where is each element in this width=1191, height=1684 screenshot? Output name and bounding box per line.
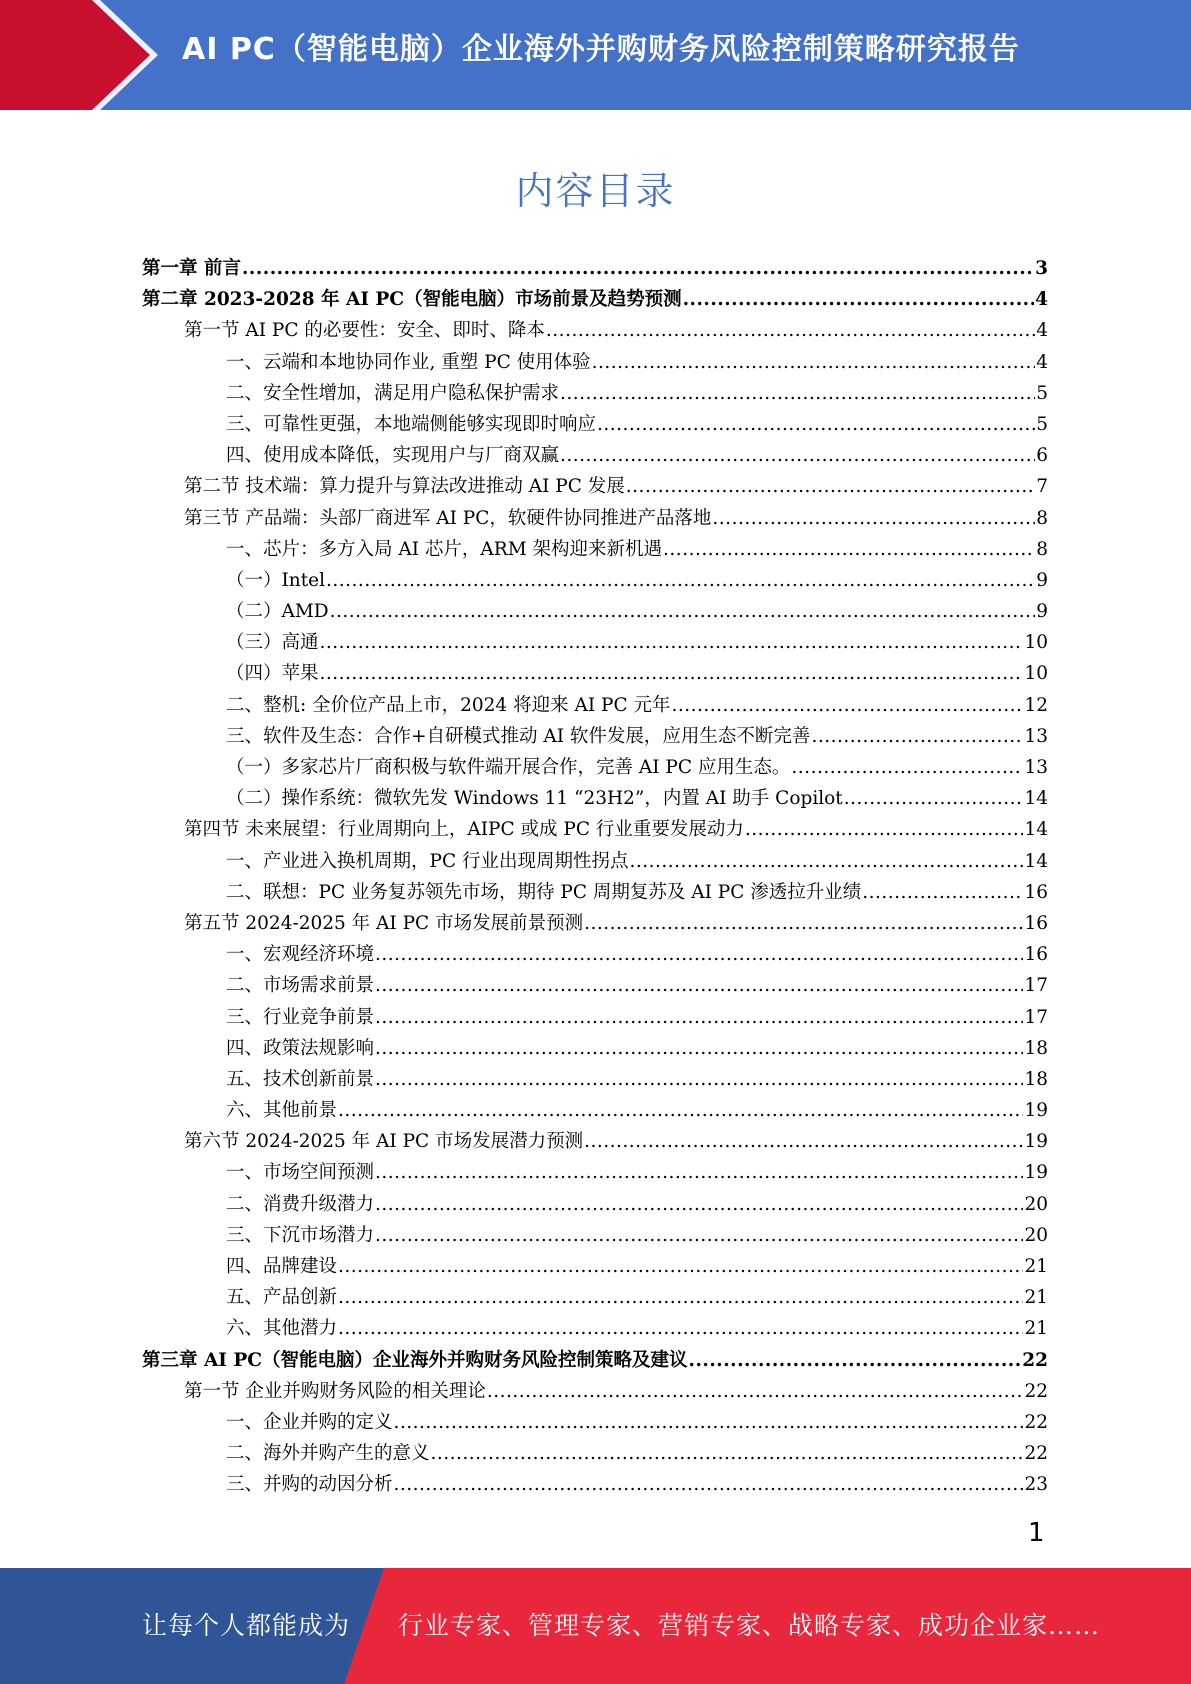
toc-dot-leader	[546, 315, 1035, 346]
toc-entry-title: （二）操作系统：微软先发 Windows 11 “23H2”，内置 AI 助手 Copilot	[226, 788, 843, 810]
toc-entry[interactable]	[142, 471, 1048, 502]
toc-entry-title: 一、产业进入换机周期，PC 行业出现周期性拐点	[226, 850, 629, 872]
toc-entry-title: （三）高通	[226, 632, 319, 654]
toc-entry-page: 17	[1024, 1006, 1048, 1028]
toc-entry-page: 13	[1024, 757, 1048, 778]
toc-entry[interactable]	[142, 939, 1048, 970]
toc-entry[interactable]	[142, 565, 1048, 596]
toc-dot-leader	[683, 284, 1035, 315]
toc-entry-title: （一）Intel	[226, 569, 326, 591]
toc-dot-leader	[326, 565, 1035, 596]
report-title: AI PC（智能电脑）企业海外并购财务风险控制策略研究报告	[182, 32, 1020, 67]
toc-entry-page: 21	[1024, 1318, 1048, 1340]
toc-entry[interactable]	[142, 440, 1048, 471]
toc-entry-title: 三、软件及生态：合作+自研模式推动 AI 软件发展，应用生态不断完善	[226, 725, 811, 747]
toc-entry[interactable]	[142, 284, 1048, 315]
toc-entry-title: 一、芯片：多方入局 AI 芯片，ARM 架构迎来新机遇	[226, 538, 663, 560]
toc-dot-leader	[712, 503, 1035, 534]
toc-dot-leader	[242, 253, 1034, 284]
toc-entry[interactable]	[142, 1345, 1048, 1376]
table-of-contents	[142, 253, 1048, 1501]
toc-dot-leader	[375, 1033, 1023, 1064]
toc-dot-leader	[560, 378, 1035, 409]
toc-entry-page: 19	[1024, 1100, 1048, 1122]
toc-entry-page: 13	[1024, 725, 1048, 747]
toc-entry[interactable]	[142, 1220, 1048, 1251]
toc-dot-leader	[745, 814, 1024, 845]
toc-entry-page: 20	[1024, 1193, 1048, 1215]
toc-entry-page: 22	[1022, 1349, 1048, 1371]
toc-dot-leader	[375, 1064, 1023, 1095]
toc-entry[interactable]	[142, 347, 1048, 378]
toc-entry-title: 第二节 技术端：算力提升与算法改进推动 AI PC 发展	[184, 476, 625, 498]
toc-entry[interactable]	[142, 1469, 1048, 1500]
toc-entry[interactable]	[142, 409, 1048, 440]
toc-entry-page: 17	[1024, 975, 1048, 997]
toc-entry-page: 20	[1024, 1224, 1048, 1246]
toc-entry[interactable]	[142, 690, 1048, 721]
toc-entry[interactable]	[142, 1189, 1048, 1220]
toc-dot-leader	[338, 1251, 1023, 1282]
toc-entry-title: （四）苹果	[226, 663, 319, 685]
toc-entry-page: 16	[1024, 912, 1048, 934]
toc-entry[interactable]	[142, 658, 1048, 689]
toc-entry-title: 三、行业竞争前景	[226, 1006, 375, 1028]
toc-entry-title: 第四节 未来展望：行业周期向上，AIPC 或成 PC 行业重要发展动力	[184, 819, 744, 841]
toc-entry[interactable]	[142, 1313, 1048, 1344]
toc-entry-page: 14	[1024, 850, 1048, 872]
toc-entry-title: 一、市场空间预测	[226, 1162, 375, 1184]
toc-dot-leader	[330, 596, 1036, 627]
toc-entry[interactable]	[142, 877, 1048, 908]
toc-dot-leader	[663, 534, 1035, 565]
toc-dot-leader	[597, 409, 1035, 440]
toc-entry-title: 一、云端和本地协同作业, 重塑 PC 使用体验	[226, 351, 591, 373]
toc-entry-title: 三、并购的动因分析	[226, 1474, 393, 1496]
toc-entry-title: 四、使用成本降低，实现用户与厂商双赢	[226, 445, 560, 467]
toc-dot-leader	[394, 1469, 1024, 1500]
toc-entry-title: 一、企业并购的定义	[226, 1411, 393, 1433]
toc-entry-page: 22	[1024, 1411, 1048, 1433]
toc-entry-page: 7	[1036, 476, 1048, 498]
toc-entry-title: 二、安全性增加，满足用户隐私保护需求	[226, 382, 560, 404]
toc-dot-leader	[811, 721, 1023, 752]
toc-entry-title: 六、其他潜力	[226, 1318, 338, 1340]
toc-entry-title: 二、联想：PC 业务复苏领先市场，期待 PC 周期复苏及 AI PC 渗透拉升业绩	[226, 881, 862, 903]
toc-entry-page: 18	[1024, 1037, 1048, 1059]
toc-entry-page: 23	[1024, 1474, 1048, 1496]
toc-entry[interactable]	[142, 721, 1048, 752]
toc-entry-title: 二、整机: 全价位产品上市，2024 将迎来 AI PC 元年	[226, 694, 671, 716]
toc-entry-page: 5	[1036, 413, 1048, 435]
toc-entry-page: 9	[1036, 601, 1048, 623]
toc-dot-leader	[560, 440, 1035, 471]
toc-entry-title: 一、宏观经济环境	[226, 944, 375, 966]
toc-dot-leader	[844, 783, 1024, 814]
toc-entry[interactable]	[142, 908, 1048, 939]
toc-entry-title: 第五节 2024-2025 年 AI PC 市场发展前景预测	[184, 912, 584, 934]
toc-entry[interactable]	[142, 1002, 1048, 1033]
toc-entry-title: 二、市场需求前景	[226, 975, 375, 997]
toc-entry-title: 二、消费升级潜力	[226, 1193, 375, 1215]
toc-entry-page: 12	[1024, 694, 1048, 716]
toc-dot-leader	[375, 1157, 1023, 1188]
toc-entry-page: 22	[1024, 1380, 1048, 1402]
toc-entry-page: 8	[1036, 507, 1048, 529]
toc-entry-page: 14	[1024, 819, 1048, 841]
toc-entry-page: 8	[1036, 538, 1048, 560]
toc-entry-title: 第一章 前言	[142, 258, 241, 279]
toc-dot-leader	[375, 939, 1023, 970]
toc-dot-leader	[487, 1376, 1024, 1407]
toc-entry-title: 五、产品创新	[226, 1287, 338, 1309]
toc-entry[interactable]	[142, 1407, 1048, 1438]
toc-entry-page: 21	[1024, 1256, 1048, 1277]
toc-entry[interactable]	[142, 315, 1048, 346]
toc-entry-page: 19	[1024, 1162, 1048, 1184]
toc-dot-leader	[338, 1313, 1023, 1344]
toc-entry[interactable]	[142, 1095, 1048, 1126]
toc-heading: 内容目录	[515, 169, 676, 213]
toc-dot-leader	[375, 970, 1023, 1001]
page-header	[0, 0, 1191, 110]
toc-entry[interactable]	[142, 503, 1048, 534]
toc-entry-page: 14	[1024, 788, 1048, 810]
toc-dot-leader	[689, 1345, 1022, 1376]
toc-dot-leader	[584, 1126, 1023, 1157]
toc-entry[interactable]	[142, 1251, 1048, 1282]
toc-entry[interactable]	[142, 814, 1048, 845]
toc-dot-leader	[431, 1438, 1024, 1469]
toc-entry-title: 第一节 企业并购财务风险的相关理论	[184, 1380, 486, 1402]
toc-entry[interactable]	[142, 534, 1048, 565]
toc-entry-title: 第三节 产品端：头部厂商进军 AI PC，软硬件协同推进产品落地	[184, 507, 712, 529]
toc-dot-leader	[320, 627, 1024, 658]
toc-entry-title: 第六节 2024-2025 年 AI PC 市场发展潜力预测	[184, 1131, 584, 1153]
toc-entry[interactable]	[142, 1126, 1048, 1157]
footer-slogan: 让每个人都能成为	[142, 1611, 351, 1640]
toc-dot-leader	[791, 752, 1023, 783]
toc-entry[interactable]	[142, 752, 1048, 783]
toc-entry-page: 4	[1036, 320, 1048, 342]
toc-entry[interactable]	[142, 1157, 1048, 1188]
toc-entry[interactable]	[142, 1033, 1048, 1064]
toc-dot-leader	[320, 658, 1024, 689]
toc-dot-leader	[338, 1095, 1023, 1126]
toc-entry-title: 六、其他前景	[226, 1100, 338, 1122]
toc-entry-title: 第三章 AI PC（智能电脑）企业海外并购财务风险控制策略及建议	[142, 1349, 688, 1371]
toc-entry-page: 21	[1024, 1287, 1048, 1309]
toc-entry-title: 三、下沉市场潜力	[226, 1224, 375, 1246]
toc-entry[interactable]	[142, 970, 1048, 1001]
toc-entry-title: （一）多家芯片厂商积极与软件端开展合作，完善 AI PC 应用生态。	[226, 757, 791, 778]
toc-entry-page: 6	[1036, 445, 1048, 467]
toc-entry-page: 16	[1024, 881, 1048, 903]
toc-entry-page: 4	[1035, 289, 1048, 311]
footer-tagline: 行业专家、管理专家、营销专家、战略专家、成功企业家……	[398, 1611, 1101, 1640]
toc-entry[interactable]	[142, 1282, 1048, 1313]
toc-entry[interactable]	[142, 378, 1048, 409]
toc-entry[interactable]	[142, 253, 1048, 284]
toc-dot-leader	[375, 1002, 1023, 1033]
toc-entry-title: 四、政策法规影响	[226, 1037, 375, 1059]
toc-entry-page: 10	[1024, 663, 1048, 685]
toc-dot-leader	[862, 877, 1023, 908]
toc-entry-page: 3	[1035, 258, 1048, 279]
toc-entry-title: 三、可靠性更强，本地端侧能够实现即时响应	[226, 413, 597, 435]
toc-entry-page: 5	[1036, 382, 1048, 404]
toc-entry-page: 19	[1024, 1131, 1048, 1153]
toc-entry[interactable]	[142, 596, 1048, 627]
toc-entry-page: 16	[1024, 944, 1048, 966]
toc-dot-leader	[584, 908, 1023, 939]
toc-entry-title: 二、海外并购产生的意义	[226, 1443, 430, 1465]
toc-entry-page: 9	[1036, 569, 1048, 591]
toc-entry-page: 4	[1036, 351, 1048, 373]
toc-entry-page: 18	[1024, 1068, 1048, 1090]
toc-entry[interactable]	[142, 846, 1048, 877]
toc-entry[interactable]	[142, 1438, 1048, 1469]
toc-dot-leader	[630, 846, 1024, 877]
toc-entry-title: （二）AMD	[226, 601, 329, 623]
toc-entry-page: 10	[1024, 632, 1048, 654]
toc-entry[interactable]	[142, 783, 1048, 814]
toc-entry-title: 第一节 AI PC 的必要性：安全、即时、降本	[184, 320, 545, 342]
toc-entry-title: 第二章 2023-2028 年 AI PC（智能电脑）市场前景及趋势预测	[142, 289, 682, 311]
toc-entry[interactable]	[142, 1376, 1048, 1407]
page-number: 1	[1028, 1518, 1045, 1548]
toc-dot-leader	[672, 690, 1024, 721]
toc-dot-leader	[375, 1189, 1023, 1220]
toc-dot-leader	[338, 1282, 1023, 1313]
toc-entry-title: 五、技术创新前景	[226, 1068, 375, 1090]
toc-entry[interactable]	[142, 1064, 1048, 1095]
toc-dot-leader	[394, 1407, 1024, 1438]
toc-dot-leader	[626, 471, 1035, 502]
toc-dot-leader	[592, 347, 1036, 378]
toc-entry-page: 22	[1024, 1443, 1048, 1465]
toc-entry-title: 四、品牌建设	[226, 1256, 338, 1277]
page-footer	[0, 1568, 1191, 1684]
toc-dot-leader	[375, 1220, 1023, 1251]
toc-entry[interactable]	[142, 627, 1048, 658]
